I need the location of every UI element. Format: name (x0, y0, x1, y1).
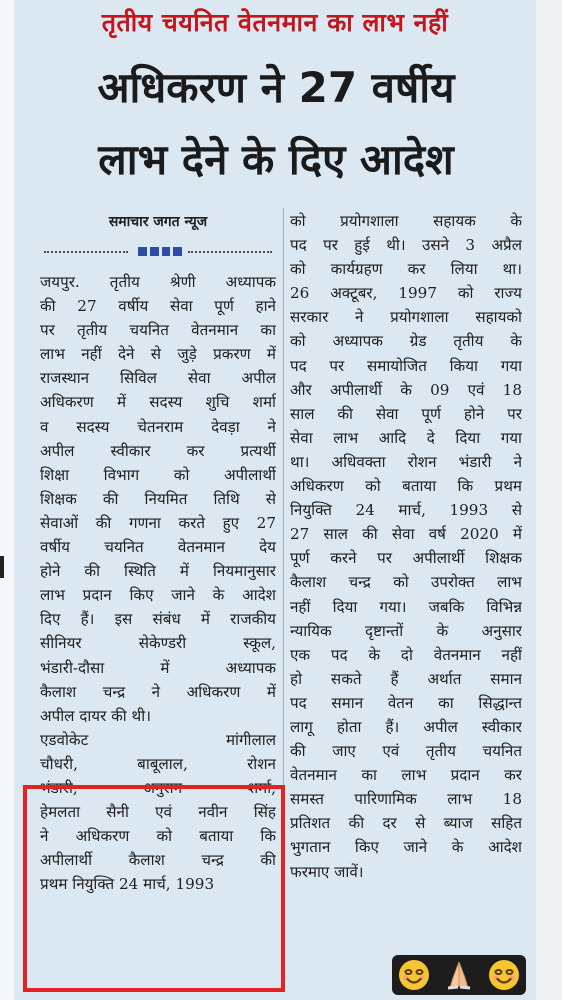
page-margin-right (536, 0, 562, 1000)
article-line: अधिकरण में सदस्य शुचि शर्मा (40, 393, 276, 412)
article-line: था। अधिवक्ता रोशन भंडारी ने (290, 452, 522, 471)
article-line: अपीलार्थी कैलाश चन्द्र की (40, 851, 276, 870)
article-line: पर तृतीय चयनित वेतनमान का (40, 321, 276, 340)
article-line: लागू होता हैं। अपील स्वीकार (290, 717, 522, 736)
headline (26, 52, 526, 196)
dotted-rule (188, 251, 272, 253)
article-line: प्रथम नियुक्ति 24 मार्च, 1993 (40, 875, 215, 894)
square-ornament (138, 247, 182, 257)
article-line: की 27 वर्षीय सेवा पूर्ण हाने (40, 297, 276, 316)
article-line: शिक्षा विभाग को अपीलार्थी (40, 465, 276, 484)
byline: समाचार जगत न्यूज (108, 214, 208, 230)
article-line: नहीं दिया गया। जबकि विभिन्न (290, 597, 522, 616)
article-line: चौधरी, बाबूलाल, रोशन (40, 754, 276, 773)
article-line: एक पद के दो वेतनमान नहीं (290, 645, 522, 664)
article-line: को अध्यापक ग्रेड तृतीय के (290, 332, 522, 351)
article-line: जयपुर. तृतीय श्रेणी अध्यापक (40, 273, 276, 291)
article-line: पद पर समायोजित किया गया (290, 356, 522, 375)
highlight-box (23, 785, 285, 992)
folded-hands-icon (442, 958, 476, 992)
article-line: की जाए एवं तृतीय चयनित (290, 742, 522, 761)
article-line: सीनियर सेकेण्डरी स्कूल, (40, 634, 276, 653)
article-line: नियुक्ति 24 मार्च, 1993 से (290, 501, 522, 520)
article-line: वेतनमान का लाभ प्रदान कर (290, 766, 522, 785)
byline-divider (44, 246, 272, 258)
article-line: लाभ नहीं देने से जुड़े प्रकरण में (40, 345, 276, 364)
article-line: फरमाए जावें। (290, 862, 364, 881)
article-line: ने अधिकरण को बताया कि (40, 827, 276, 846)
article-line: को कार्यग्रहण कर लिया था। (290, 260, 522, 279)
article-line: 27 साल की सेवा वर्ष 2020 में (290, 525, 522, 544)
article-line: समस्त पारिणामिक लाभ 18 (290, 790, 522, 809)
smiling-face-icon (397, 958, 431, 992)
article-line: 26 अक्टूबर, 1997 को राज्य (290, 284, 522, 303)
article-line: साल की सेवा पूर्ण होने पर (290, 404, 522, 423)
article-line: अधिकरण को बताया कि प्रथम (290, 477, 522, 496)
article-line: वर्षीय चयनित वेतनमान देय (40, 538, 276, 557)
article-line: भंडारी, अनुराग शर्मा, (40, 778, 276, 797)
article-line: पद समान वेतन का सिद्धान्त (290, 693, 522, 712)
article-line: सरकार ने प्रयोगशाला सहायको (290, 308, 522, 327)
article-line: एडवोकेट मांगीलाल (40, 730, 276, 749)
article-line: शिक्षक की नियमित तिथि से (40, 489, 276, 508)
headline-kicker: तृतीय चयनित वेतनमान का लाभ नहीं (101, 8, 449, 37)
article-line: पूर्ण करने पर अपीलार्थी शिक्षक (290, 549, 522, 568)
page-margin-left (0, 0, 14, 1000)
article-line: भुगतान किए जाने के आदेश (290, 838, 522, 857)
article-line: होने की स्थिति में नियमानुसार (40, 562, 276, 581)
margin-mark (0, 556, 4, 578)
article-line: कैलाश चन्द्र ने अधिकरण में (40, 682, 276, 701)
article-line: भंडारी-दौसा में अध्यापक (40, 658, 276, 677)
article-line: अपील दायर की थी। (40, 706, 151, 725)
article-line: हो सकते हैं अर्थात समान (290, 669, 522, 688)
article-line: न्यायिक दृष्टान्तों के अनुसार (290, 621, 522, 640)
article-line: और अपीलार्थी के 09 एवं 18 (290, 380, 522, 399)
article-line: लाभ प्रदान किए जाने के आदेश (40, 586, 276, 605)
article-line: अपील स्वीकार कर प्रत्यर्थी (40, 441, 276, 460)
article-line: व सदस्य चेतनराम देवड़ा ने (40, 417, 276, 436)
article-line: कैलाश चन्द्र को उपरोक्त लाभ (290, 573, 522, 592)
headline-line: लाभ देने के दिए आदेश (98, 135, 454, 184)
article-line: सेवा लाभ आदि दे दिया गया (290, 428, 522, 447)
article-line: सेवाओं की गणना करते हुए 27 (40, 513, 276, 532)
emoji-sticker (392, 955, 526, 995)
article-column-right (290, 209, 522, 884)
dotted-rule (44, 251, 128, 253)
article-line: प्रतिशत की दर से ब्याज सहित (290, 814, 522, 833)
article-line: राजस्थान सिविल सेवा अपील (40, 369, 276, 388)
article-line: को प्रयोगशाला सहायक के (290, 212, 522, 230)
article-line: दिए हैं। इस संबंध में राजकीय (40, 610, 276, 629)
smiling-face-icon (487, 958, 521, 992)
article-line: हेमलता सैनी एवं नवीन सिंह (40, 803, 276, 822)
article-line: पद पर हुई थी। उसने 3 अप्रैल (290, 236, 522, 255)
headline-line: अधिकरण ने 27 वर्षीय (97, 63, 455, 112)
